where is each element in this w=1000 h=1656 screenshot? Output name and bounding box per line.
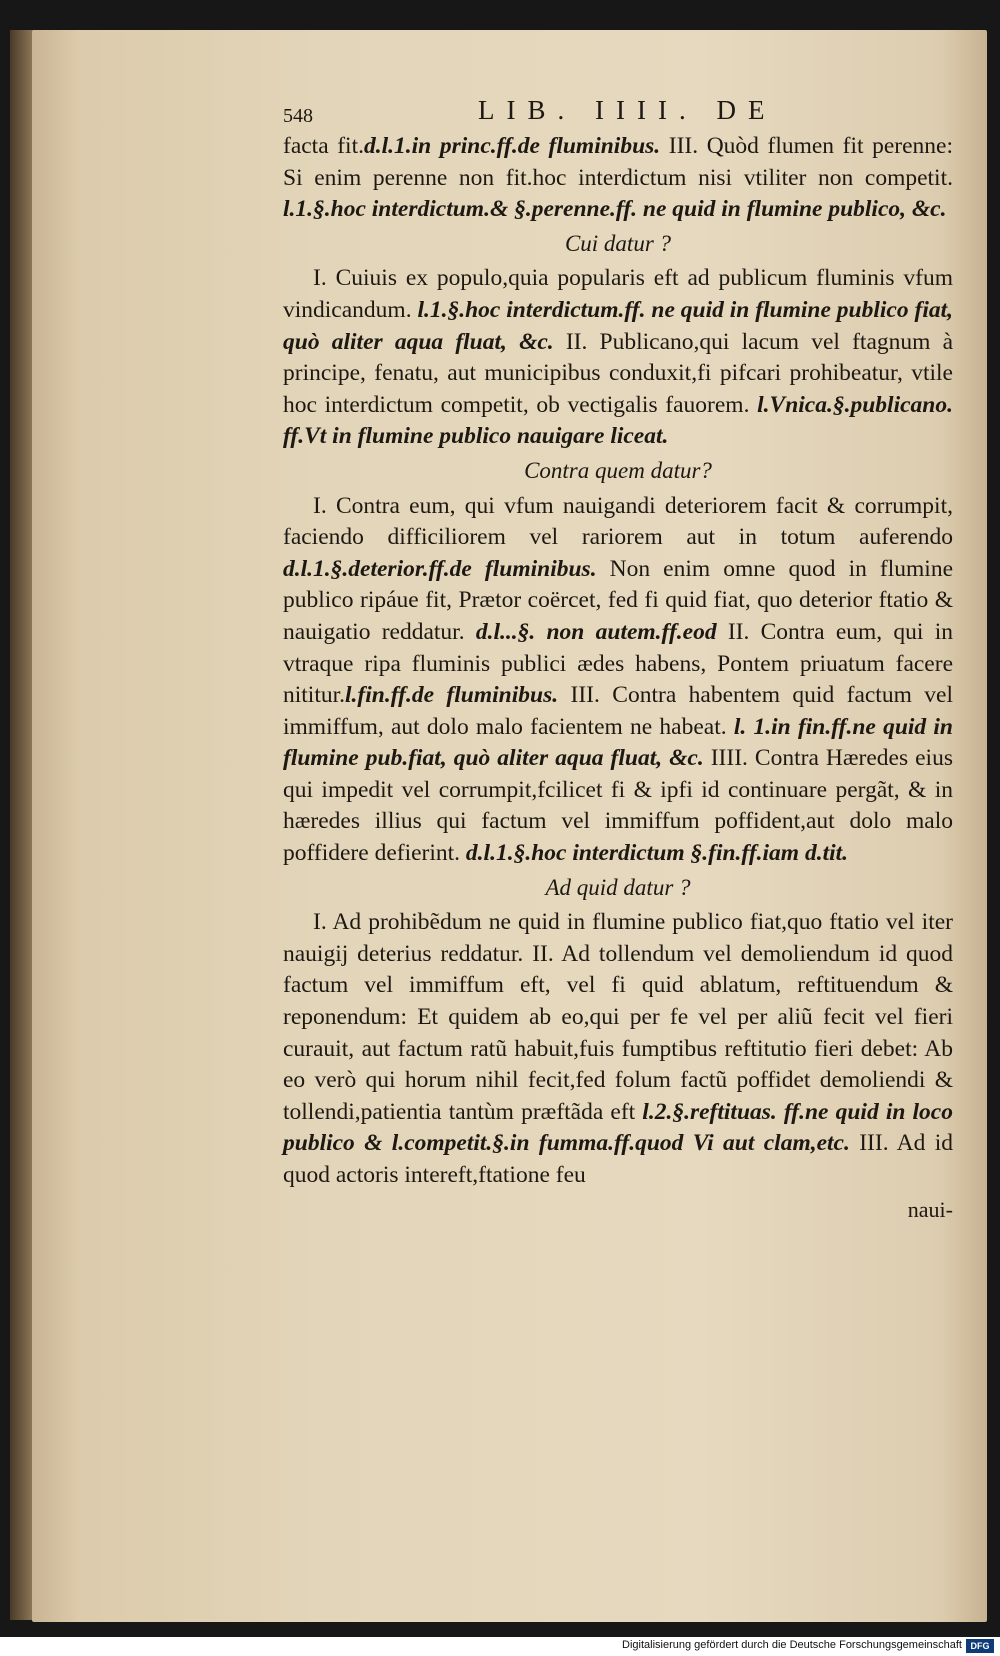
paragraph — [283, 131, 953, 226]
paragraph-text: IIII. Contra Hæredes eius qui impedit vel corrumpit,fcilicet fi & ipfi id continuare pergãt, & in hæredes illius qui factum vel immiffum poffident,aut dolo malo poffidere defierint. — [283, 745, 953, 867]
legal-citation: l.Vnica.§.publicano. ff.Vt in flumine publico nauigare liceat. — [283, 391, 953, 450]
paragraph-text: I. Cuiuis ex populo,quia popularis eft ad publicum fluminis vfum vindicandum. — [283, 265, 953, 323]
legal-citation: l.fin.ff.de fluminibus. — [345, 682, 559, 709]
paragraph-text: II. Publicano,qui lacum vel ftagnum à principe, fenatu, aut municipibus conduxit,fi pifcari prohibeatur, vtile hoc interdictum competit, ob vectigalis fauorem. — [283, 328, 954, 418]
paragraph-text: facta fit. — [283, 133, 364, 159]
paragraph — [283, 907, 953, 1191]
paragraph-text: Non enim omne quod in flumine publico ripáue fit, Prætor coërcet, fed fi quid fiat, quo deterior ftatio & nauigatio reddatur. — [283, 555, 953, 645]
paragraph — [283, 263, 953, 453]
catchword: naui- — [907, 1196, 953, 1222]
paragraph — [283, 491, 953, 870]
legal-citation: d.l.1.§.deterior.ff.de fluminibus. — [283, 555, 597, 582]
dfg-logo: DFG — [966, 1639, 994, 1653]
paragraph-text: III. Quòd flumen fit perenne: Si enim perenne non fit.hoc interdictum nisi vtiliter non competit. — [283, 133, 953, 191]
legal-citation: l.1.§.hoc interdictum.& §.perenne.ff. ne quid in flumine publico, &c. — [283, 196, 947, 223]
paragraph-text: I. Ad prohibẽdum ne quid in flumine publico fiat,quo ftatio vel iter nauigij deterius reddatur. II. Ad tollendum vel demoliendum id quod factum vel immiffum eft, vel fi quid ablatum, reftituendum & reponendum: Et quidem ab eo,qui per fe vel per aliũ fecit vel fieri curauit, aut factum ratũ habuit,fuis fumptibus reftitutio fieri debet: Ab eo verò qui horum nihil fecit,fed folum factũ poffidet demoliendi & tollendi,patientia tantùm præftãda eft — [283, 909, 953, 1125]
legal-citation: d.l...§. non autem.ff.eod — [475, 618, 717, 645]
paragraph-text: I. Contra eum, qui vfum nauigandi deteriorem facit & corrumpit, faciendo difficiliorem vel rariorem aut in totum auferendo — [283, 492, 953, 551]
body-text — [283, 131, 953, 1192]
running-title: LIB. IIII. DE — [478, 95, 777, 125]
legal-citation: l. 1.in fin.ff.ne quid in flumine pub.fiat, quò aliter aqua fluat, &c. — [283, 713, 954, 772]
footer-bar — [0, 1637, 1000, 1656]
paragraph-text: III. Contra habentem quid factum vel immiffum, aut dolo malo facientem ne habeat. — [283, 682, 953, 740]
section-subheading: Ad quid datur ? — [545, 874, 691, 900]
footer-funding-note: Digitalisierung gefördert durch die Deutsche Forschungsgemeinschaft — [622, 1639, 962, 1651]
legal-citation: l.1.§.hoc interdictum.ff. ne quid in flumine publico fiat, quò aliter aqua fluat, &c. — [283, 296, 953, 355]
section-subheading: Cui datur ? — [564, 230, 672, 256]
legal-citation: d.l.1.in princ.ff.de fluminibus. — [364, 133, 661, 159]
paragraph-text: II. Contra eum, qui in vtraque ripa fluminis publici ædes habens, Pontem priuatum facere nititur. — [283, 618, 953, 709]
legal-citation: d.l.1.§.hoc interdictum §.fin.ff.iam d.tit. — [465, 840, 849, 867]
page-text-block — [283, 95, 953, 1225]
running-head — [283, 95, 953, 129]
legal-citation: l.2.§.reftituas. ff.ne quid in loco publico & l.competit.§.in fumma.ff.quod Vi aut clam,etc. — [283, 1098, 953, 1157]
section-subheading: Contra quem datur? — [524, 457, 712, 483]
page-number: 548 — [283, 105, 313, 127]
paragraph-text: III. Ad id quod actoris intereft,ftatione feu — [283, 1130, 953, 1188]
